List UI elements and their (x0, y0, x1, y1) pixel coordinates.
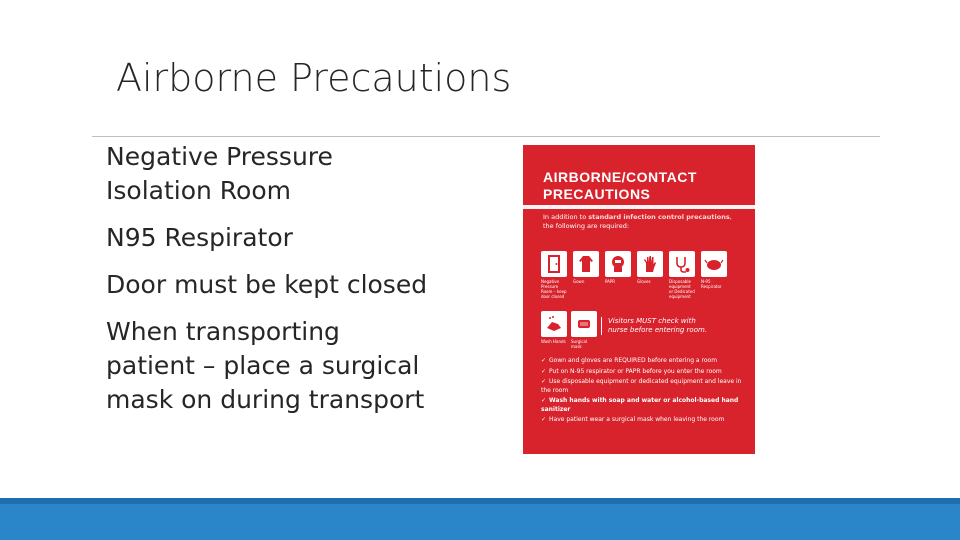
checklist-item (541, 416, 747, 425)
checklist-text: Use disposable equipment or dedicated equipment and leave in the room (541, 378, 742, 394)
slide-title: Airborne Precautions (116, 56, 512, 100)
visitors-notice (601, 317, 738, 335)
poster-icon-cell (541, 311, 567, 344)
poster-icon-cell (571, 311, 597, 349)
poster-icon-cell (701, 251, 727, 289)
poster-icon-row (541, 251, 751, 301)
poster-icon-cell (605, 251, 631, 284)
papr-icon (605, 251, 631, 277)
checkmark-icon: ✓ (541, 378, 547, 385)
gloves-icon (637, 251, 663, 277)
icon-label: PAPR (605, 279, 616, 284)
icon-label: Surgical mask (571, 339, 588, 349)
icon-label: Wash Hands (541, 339, 566, 344)
poster-icon-cell (541, 251, 567, 299)
requirements-checklist (541, 357, 747, 427)
intro-prefix: In addition to (543, 213, 589, 221)
bullet-list (106, 140, 436, 430)
visitors-line1: Visitors MUST check with (608, 317, 696, 325)
surgical-mask-icon (571, 311, 597, 337)
checklist-text: Wash hands with soap and water or alcohol-based hand sanitizer (541, 397, 739, 413)
title-divider (92, 136, 880, 137)
gown-icon (573, 251, 599, 277)
icon-label: Negative Pressure Room – keep door closed (541, 279, 567, 299)
stethoscope-icon (669, 251, 695, 277)
precautions-poster (523, 145, 755, 454)
checklist-text: Have patient wear a surgical mask when leaving the room (549, 416, 725, 423)
checkmark-icon: ✓ (541, 357, 547, 364)
intro-suffix: , the following are required: (543, 213, 732, 230)
checklist-item (541, 368, 747, 377)
checkmark-icon: ✓ (541, 367, 547, 375)
icon-label: Gown (573, 279, 585, 284)
checklist-text: Put on N-95 respirator or PAPR before you enter the room (549, 367, 722, 375)
poster-divider (523, 205, 755, 209)
poster-intro (543, 213, 743, 231)
door-icon (541, 251, 567, 277)
checklist-item (541, 397, 747, 414)
checklist-text: Gown and gloves are REQUIRED before entering a room (549, 357, 718, 364)
checkmark-icon: ✓ (541, 416, 547, 423)
checkmark-icon: ✓ (541, 397, 547, 404)
icon-label: Gloves (637, 279, 651, 284)
bullet-item: When transporting patient – place a surgical mask on during transport (106, 317, 425, 414)
checklist-item (541, 357, 747, 366)
bullet-item: Door must be kept closed (106, 270, 428, 299)
poster-title-line1: AIRBORNE/CONTACT (543, 169, 697, 185)
bullet-item: Negative Pressure Isolation Room (106, 142, 333, 205)
bullet-item: N95 Respirator (106, 223, 293, 252)
visitors-line2: nurse before entering room. (608, 326, 708, 334)
icon-label: N-95 Respirator (701, 279, 722, 289)
poster-title (543, 169, 697, 203)
wash-hands-icon (541, 311, 567, 337)
poster-title-line2: PRECAUTIONS (543, 186, 651, 202)
poster-icon-cell (573, 251, 599, 284)
intro-bold: standard infection control precautions (588, 213, 730, 221)
respirator-icon (701, 251, 727, 277)
footer-bar (0, 498, 960, 540)
poster-icon-cell (669, 251, 695, 299)
checklist-item (541, 378, 747, 395)
icon-label: Disposable equipment or Dedicated equipment (669, 279, 695, 299)
poster-icon-cell (637, 251, 663, 284)
footer-stripe (0, 498, 960, 504)
